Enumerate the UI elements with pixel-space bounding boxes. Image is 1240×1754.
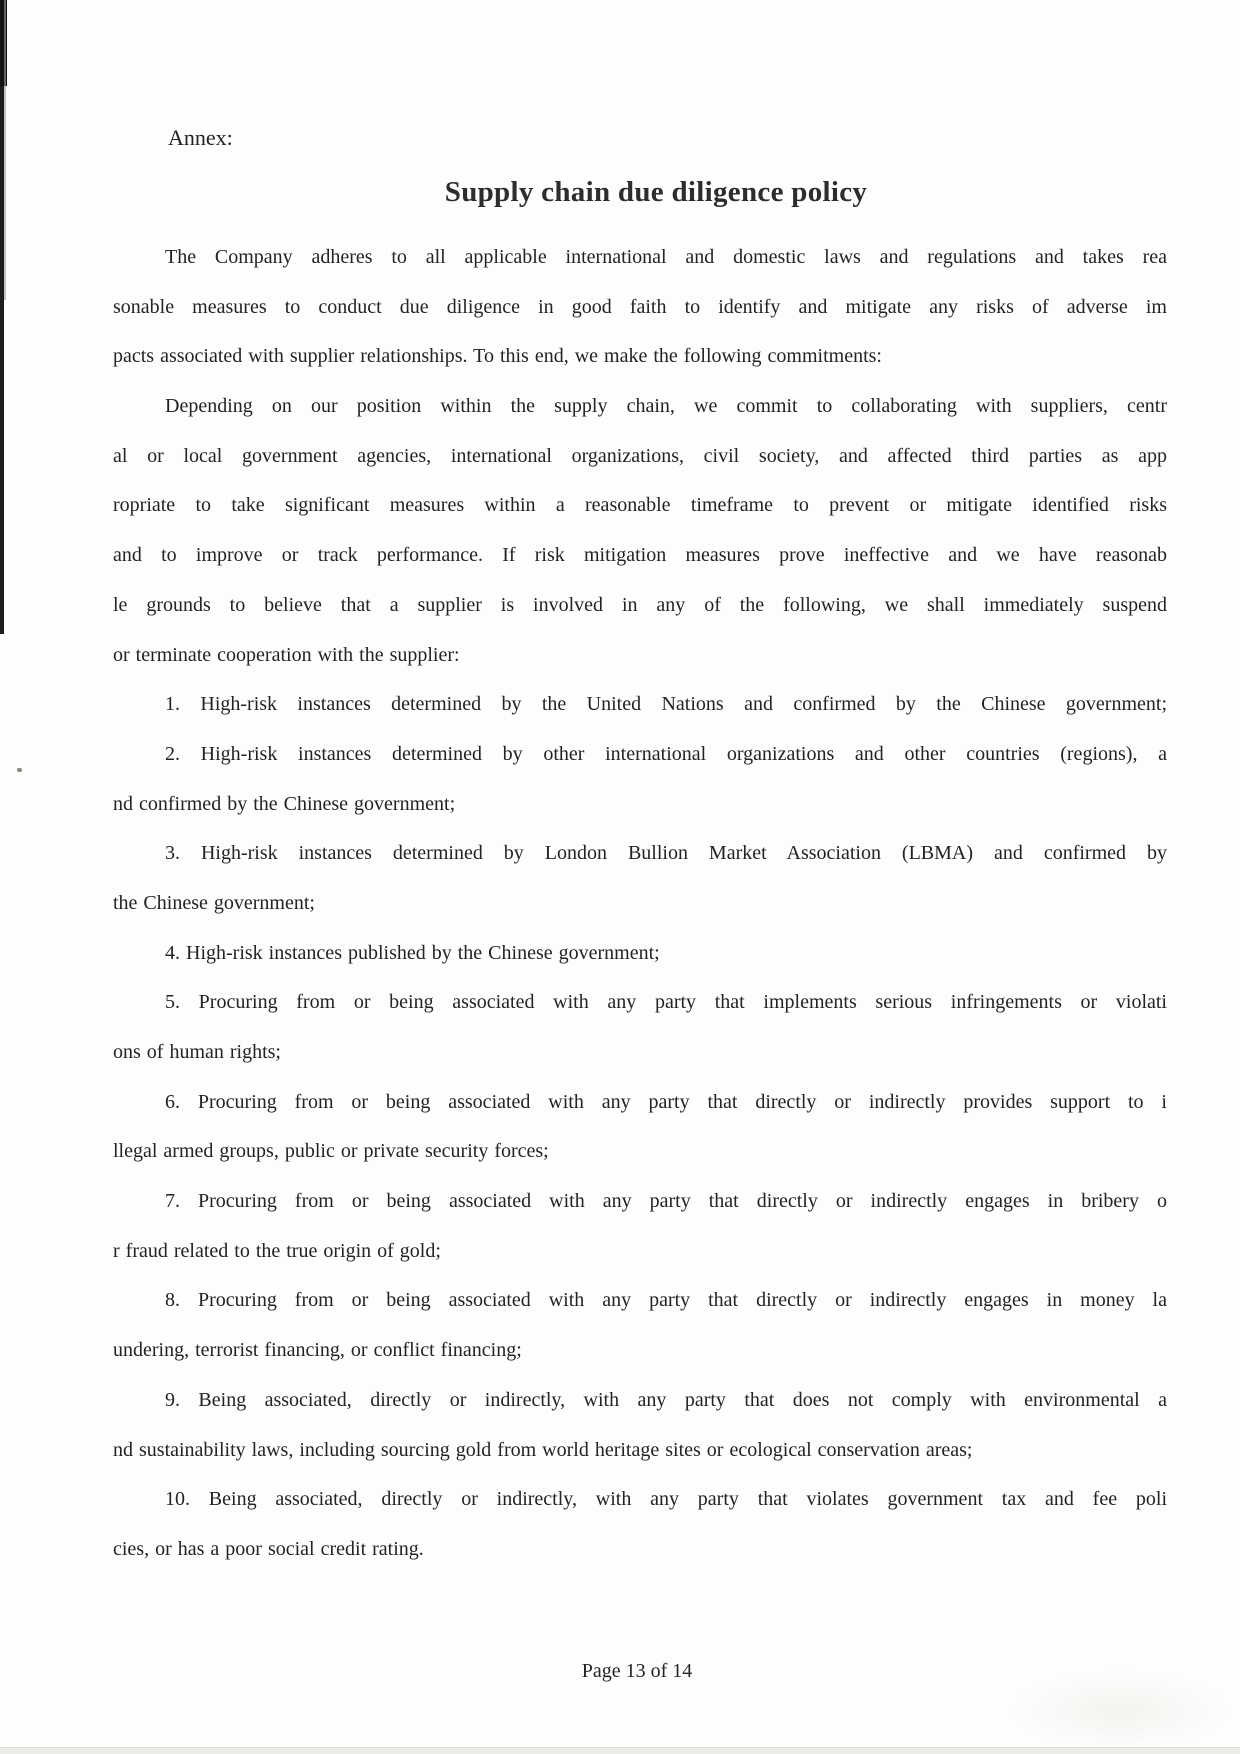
text-line: nd confirmed by the Chinese government;	[113, 792, 456, 815]
text-line: llegal armed groups, public or private security forces;	[113, 1140, 549, 1163]
text-line: 6. Procuring from or being associated with any party that directly or indirectly provides support to i	[165, 1090, 1167, 1113]
text-line: 8. Procuring from or being associated with any party that directly or indirectly engages in money la	[165, 1289, 1167, 1312]
text-line: ropriate to take significant measures within a reasonable timeframe to prevent or mitigate identified risks	[113, 494, 1167, 517]
text-line: nd sustainability laws, including sourcing gold from world heritage sites or ecological conservation areas;	[113, 1438, 973, 1461]
text-line: 9. Being associated, directly or indirectly, with any party that does not comply with environmental a	[165, 1388, 1167, 1411]
text-line: cies, or has a poor social credit rating.	[113, 1537, 424, 1560]
text-line: Depending on our position within the supply chain, we commit to collaborating with suppliers, centr	[165, 395, 1167, 418]
text-line: the Chinese government;	[113, 891, 315, 914]
scan-artifact-left-shadow	[4, 0, 6, 300]
text-line: and to improve or track performance. If risk mitigation measures prove ineffective and we have reasonab	[113, 544, 1167, 567]
text-line: r fraud related to the true origin of gold;	[113, 1239, 441, 1262]
page-title: Supply chain due diligence policy	[444, 176, 868, 208]
scan-artifact-bottom-edge	[0, 1747, 1240, 1754]
text-line: or terminate cooperation with the supplier:	[113, 643, 460, 666]
text-line: The Company adheres to all applicable international and domestic laws and regulations and takes rea	[165, 246, 1167, 268]
page-number: Page 13 of 14	[581, 1660, 693, 1682]
text-line: 5. Procuring from or being associated with any party that implements serious infringements or violati	[165, 991, 1167, 1014]
scan-artifact-speck	[17, 768, 22, 772]
text-line: pacts associated with supplier relationships. To this end, we make the following commitments:	[113, 345, 882, 368]
annex-label: Annex:	[168, 125, 233, 150]
text-line: 2. High-risk instances determined by other international organizations and other countries (regions), a	[165, 742, 1167, 765]
text-line: al or local government agencies, international organizations, civil society, and affected third parties as app	[113, 444, 1167, 467]
text-line: undering, terrorist financing, or conflict financing;	[113, 1339, 522, 1362]
text-line: ons of human rights;	[113, 1041, 281, 1063]
document-body	[113, 233, 1167, 1575]
text-line: 3. High-risk instances determined by London Bullion Market Association (LBMA) and confirmed by	[165, 842, 1167, 865]
text-line: 4. High-risk instances published by the Chinese government;	[165, 941, 660, 964]
text-line: sonable measures to conduct due diligence in good faith to identify and mitigate any risks of adverse im	[113, 295, 1167, 318]
text-line: 10. Being associated, directly or indirectly, with any party that violates government tax and fee poli	[165, 1488, 1167, 1511]
text-line: le grounds to believe that a supplier is involved in any of the following, we shall immediately suspend	[113, 593, 1167, 616]
text-line: 1. High-risk instances determined by the United Nations and confirmed by the Chinese government;	[165, 693, 1167, 716]
text-line: 7. Procuring from or being associated with any party that directly or indirectly engages in bribery o	[165, 1190, 1167, 1213]
